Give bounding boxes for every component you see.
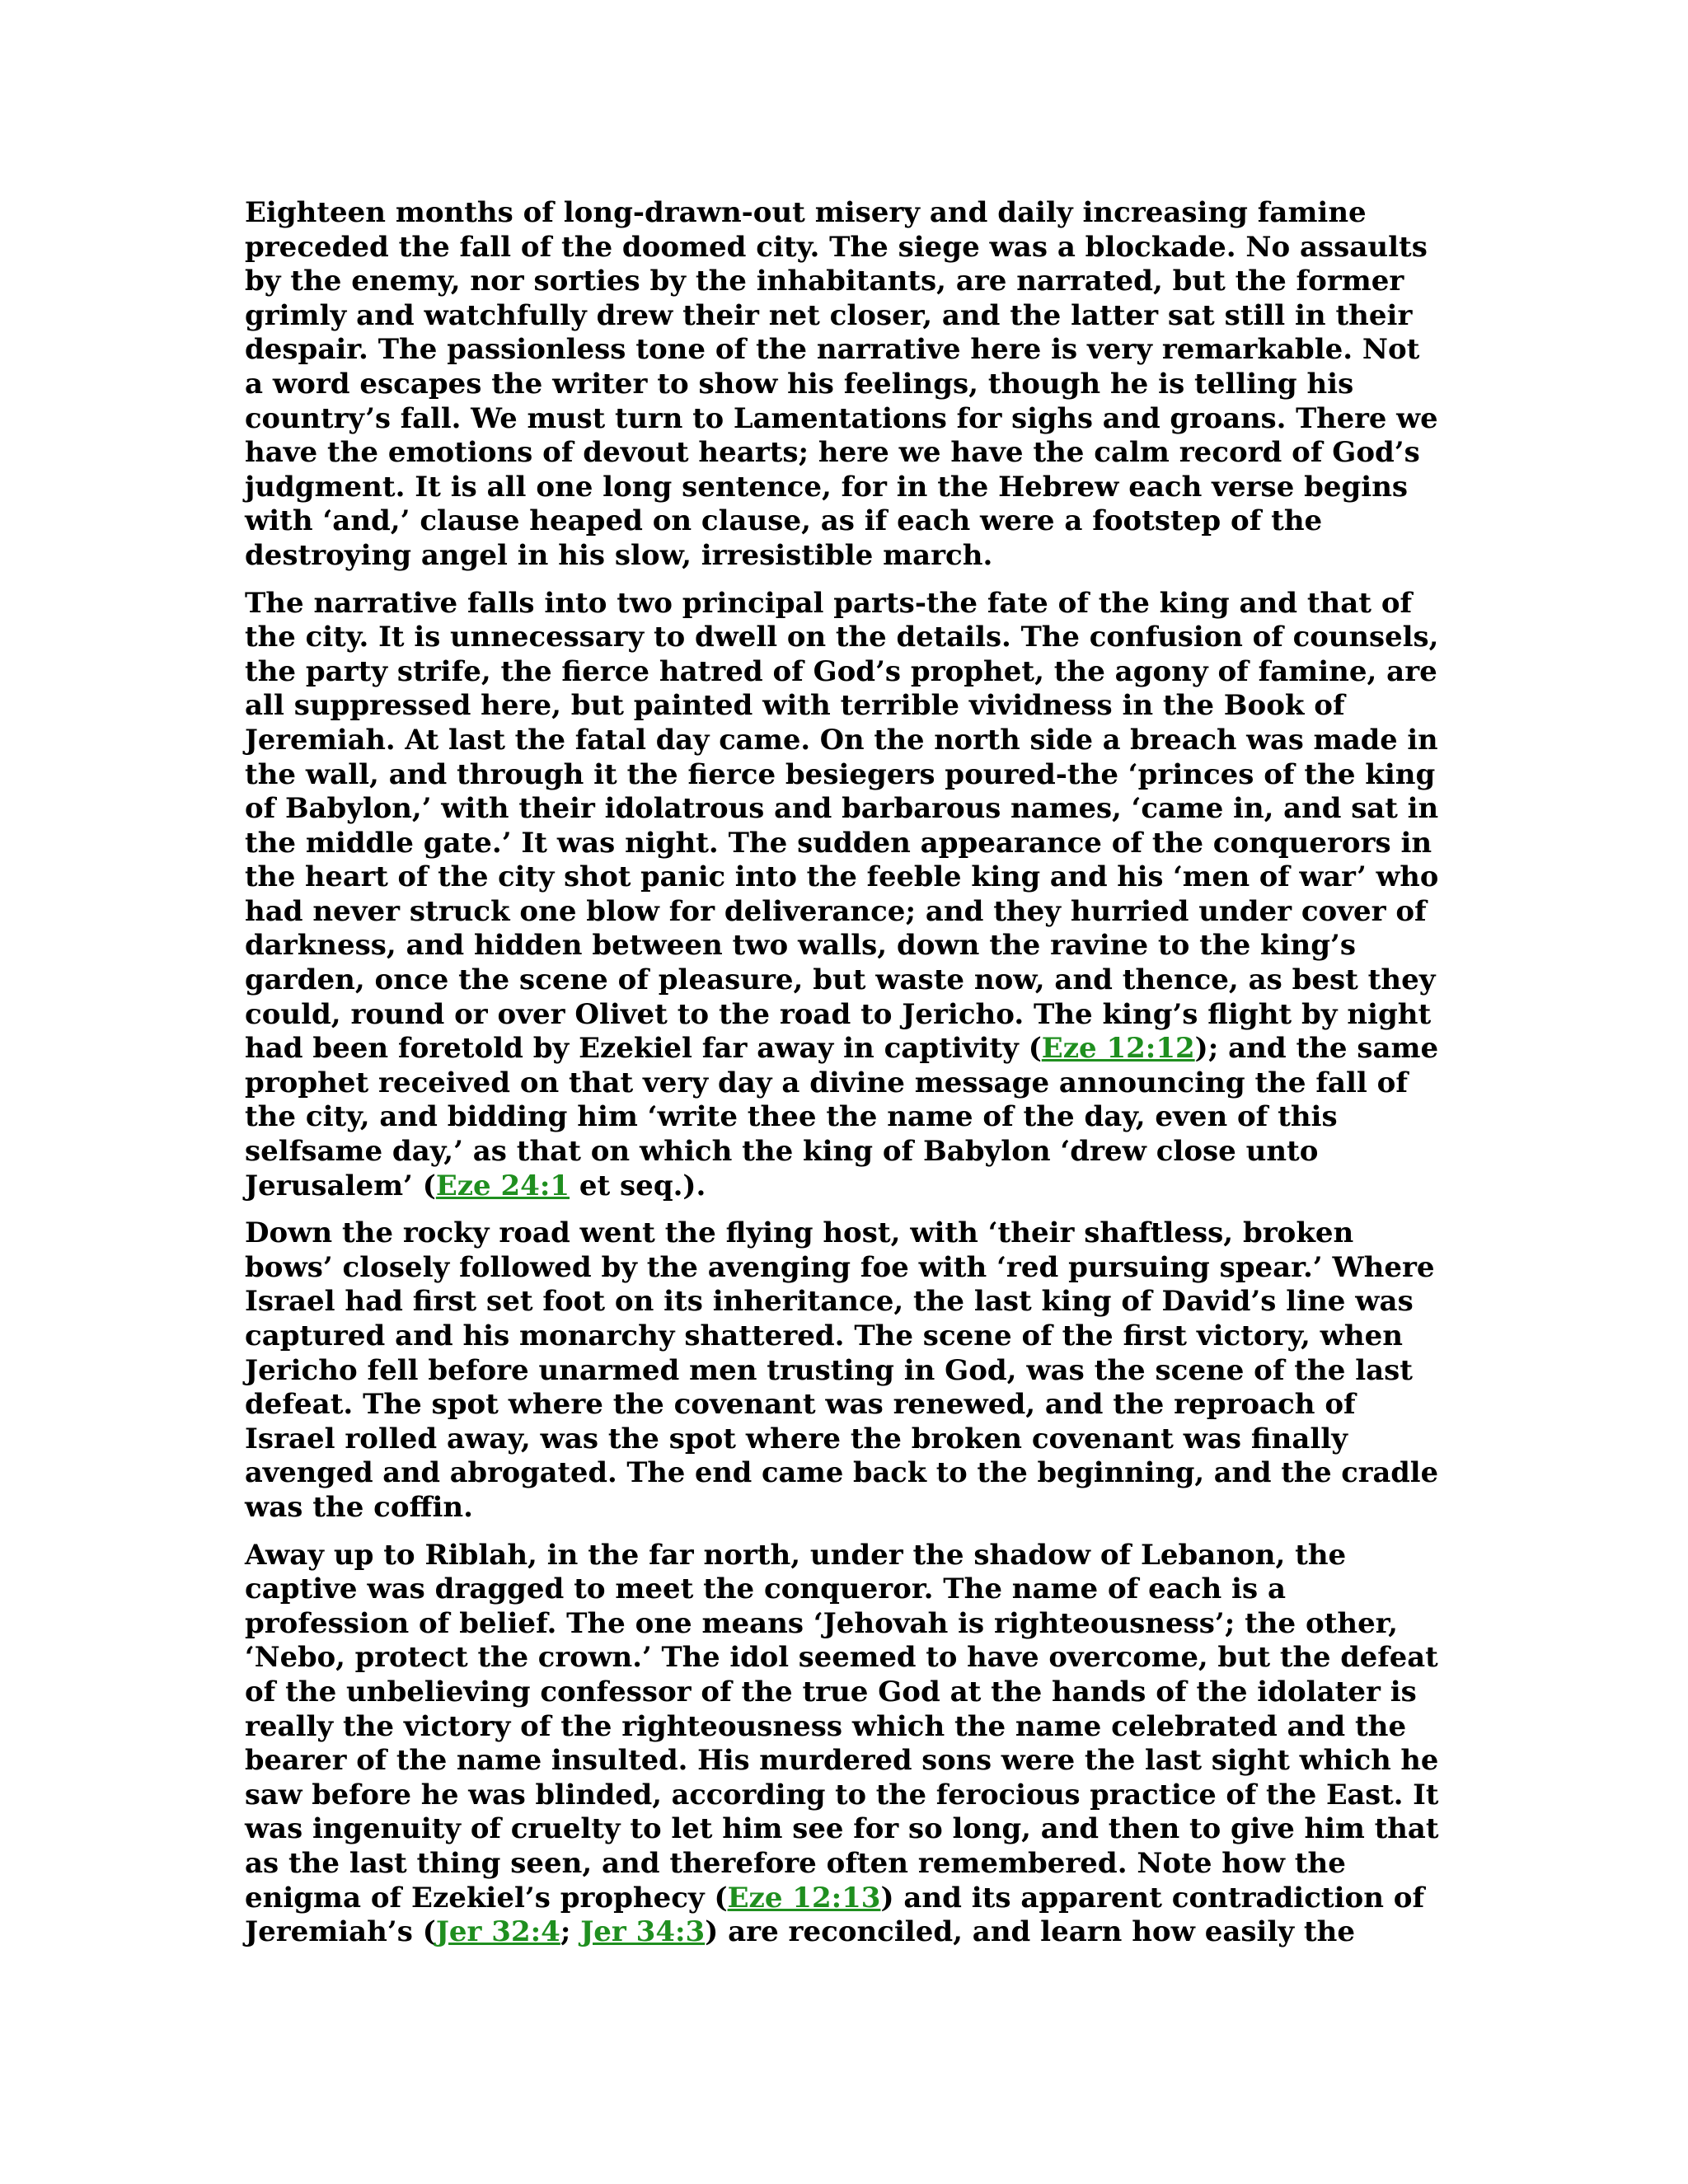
text-line [245,1915,1438,1950]
text-line [245,621,1439,655]
paragraph [245,587,1438,1204]
text-line [245,1812,1439,1847]
text-segment: ‘Nebo, protect the crown.’ The idol seemed to have overcome, but the defeat [245,1641,1438,1675]
scripture-reference-link[interactable]: Eze 12:12 [1041,1032,1195,1066]
text-line [245,1607,1438,1642]
text-line [245,689,1438,724]
text-line [245,1135,1438,1169]
text-line [245,333,1438,368]
text-line [245,196,1438,231]
text-line [245,1539,1438,1573]
text-line [245,1882,1438,1916]
text-segment: Israel had first set foot on its inheritance, the last king of David’s line was [245,1285,1414,1319]
text-line [245,1710,1438,1745]
text-segment: ) are reconciled, and learn how easily the [705,1915,1355,1949]
text-line [245,436,1438,471]
text-line [245,1675,1438,1710]
text-segment: bows’ closely followed by the avenging foe with ‘red pursuing spear.’ Where [245,1250,1435,1284]
text-segment: ); and the same [1194,1032,1439,1066]
text-segment: all suppressed here, but painted with terrible vividness in the Book of [245,689,1345,723]
text-line [245,792,1439,827]
text-segment: have the emotions of devout hearts; here we have the calm record of God’s [245,436,1420,470]
text-line [245,998,1438,1033]
text-segment: had been foretold by Ezekiel far away in captivity ( [245,1032,1042,1066]
text-segment: The narrative falls into two principal parts-the fate of the king and that of [245,586,1413,620]
text-segment: et seq.). [570,1169,706,1202]
text-line [245,1169,1438,1204]
text-line [245,963,1438,998]
scripture-reference-link[interactable]: Eze 12:13 [727,1881,881,1915]
paragraph [245,1539,1438,1950]
text-line [245,895,1438,930]
text-segment: avenged and abrogated. The end came back to the beginning, and the cradle [245,1456,1438,1490]
text-segment: country’s fall. We must turn to Lamentations for sighs and groans. There we [245,401,1438,435]
text-line [245,1641,1438,1675]
scripture-reference-link[interactable]: Jer 34:3 [580,1915,706,1949]
text-line [245,1456,1438,1491]
text-segment: darkness, and hidden between two walls, down the ravine to the king’s [245,929,1356,963]
text-line [245,1572,1438,1607]
text-line [245,504,1438,539]
text-segment: Jerusalem’ ( [245,1169,436,1202]
text-segment: as the last thing seen, and therefore often remembered. Note how the [245,1846,1346,1880]
text-segment: enigma of Ezekiel’s prophecy ( [245,1881,728,1915]
text-line [245,1216,1438,1251]
text-segment: the city. It is unnecessary to dwell on the details. The confusion of counsels, [245,621,1439,654]
text-line [245,231,1438,265]
text-segment: Away up to Riblah, in the far north, under the shadow of Lebanon, the [245,1538,1347,1572]
text-segment: Jericho fell before unarmed men trusting in God, was the scene of the last [245,1353,1413,1387]
text-segment: prophet received on that very day a divine message announcing the fall of [245,1066,1408,1099]
text-line [245,1285,1438,1319]
text-segment: the middle gate.’ It was night. The sudden appearance of the conquerors in [245,826,1432,860]
text-line [245,1100,1438,1135]
text-line [245,1388,1438,1422]
paragraph [245,196,1438,574]
text-segment: the heart of the city shot panic into the feeble king and his ‘men of war’ who [245,860,1439,894]
text-segment: was ingenuity of cruelty to let him see for so long, and then to give him that [245,1812,1439,1846]
text-line [245,368,1438,402]
text-segment: by the enemy, nor sorties by the inhabitants, are narrated, but the former [245,265,1404,298]
text-line [245,401,1438,437]
text-line [245,758,1438,793]
text-segment: really the victory of the righteousness which the name celebrated and the [245,1709,1407,1743]
text-line [245,1491,1438,1526]
text-segment: selfsame day,’ as that on which the king of Babylon ‘drew close unto [245,1135,1319,1169]
text-line [245,1354,1438,1389]
text-segment: had never struck one blow for deliverance; and they hurried under cover of [245,894,1427,928]
text-segment: captive was dragged to meet the conqueror. The name of each is a [245,1572,1286,1606]
scripture-reference-link[interactable]: Eze 24:1 [435,1169,570,1202]
text-segment: despair. The passionless tone of the narrative here is very remarkable. Not [245,333,1420,367]
text-segment: saw before he was blinded, according to the ferocious practice of the East. It [245,1778,1439,1811]
text-line [245,587,1438,621]
text-segment: preceded the fall of the doomed city. The siege was a blockade. No assaults [245,230,1428,264]
text-line [245,471,1438,505]
text-line [245,723,1438,758]
text-line [245,1744,1439,1779]
text-line [245,539,1438,574]
text-segment: with ‘and,’ clause heaped on clause, as if each were a footstep of the [245,504,1323,538]
text-segment: destroying angel in his slow, irresistible march. [245,538,993,572]
text-segment: Down the rocky road went the flying host, with ‘their shaftless, broken [245,1216,1354,1250]
text-segment: defeat. The spot where the covenant was renewed, and the reproach of [245,1388,1356,1422]
scripture-reference-link[interactable]: Jer 32:4 [435,1915,560,1949]
text-segment: the wall, and through it the fierce besiegers poured-the ‘princes of the king [245,757,1436,791]
text-segment: the city, and bidding him ‘write thee the name of the day, even of this [245,1100,1338,1134]
text-segment: garden, once the scene of pleasure, but waste now, and thence, as best they [245,963,1436,997]
text-line [245,929,1438,963]
text-segment: profession of belief. The one means ‘Jehovah is righteousness’; the other, [245,1606,1398,1640]
text-segment: Israel rolled away, was the spot where the broken covenant was finally [245,1422,1348,1455]
text-segment: a word escapes the writer to show his feelings, though he is telling his [245,367,1354,401]
text-line [245,1251,1438,1286]
text-line [245,265,1438,299]
text-segment: of Babylon,’ with their idolatrous and barbarous names, ‘came in, and sat in [245,792,1439,826]
text-line [245,1422,1438,1457]
text-segment: judgment. It is all one long sentence, for in the Hebrew each verse begins [245,470,1409,504]
text-segment: captured and his monarchy shattered. The scene of the first victory, when [245,1319,1404,1352]
text-segment: ) and its apparent contradiction of [880,1881,1425,1915]
text-line [245,1066,1438,1101]
text-segment: was the coffin. [245,1490,473,1524]
text-segment: Eighteen months of long-drawn-out misery and daily increasing famine [245,196,1367,229]
paragraph [245,1216,1438,1525]
text-segment: grimly and watchfully drew their net closer, and the latter sat still in their [245,298,1413,332]
text-line [245,299,1438,334]
text-line [245,655,1438,690]
document-body [245,196,1438,1963]
text-line [245,827,1438,861]
text-segment: could, round or over Olivet to the road to Jericho. The king’s flight by night [245,997,1432,1031]
text-segment: ; [560,1915,581,1949]
text-segment: Jeremiah. At last the fatal day came. On the north side a breach was made in [245,723,1438,757]
text-line [245,1778,1439,1813]
text-line [245,1847,1438,1882]
text-segment: of the unbelieving confessor of the true God at the hands of the idolater is [245,1675,1417,1708]
text-line [245,860,1439,895]
text-segment: Jeremiah’s ( [245,1915,436,1949]
text-segment: the party strife, the fierce hatred of God’s prophet, the agony of famine, are [245,654,1437,688]
text-segment: bearer of the name insulted. His murdered sons were the last sight which he [245,1744,1439,1778]
text-line [245,1032,1438,1066]
text-line [245,1319,1438,1354]
